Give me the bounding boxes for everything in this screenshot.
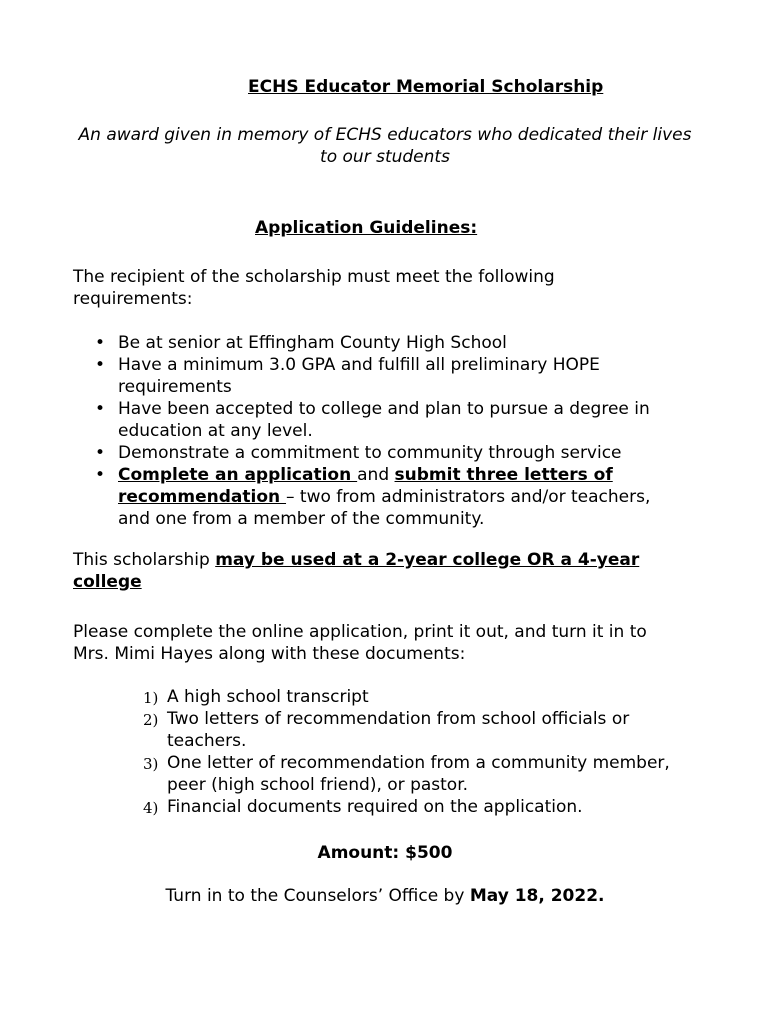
- requirement-item: • Have a minimum 3.0 GPA and fulfill all preliminary HOPE requirements: [73, 354, 673, 398]
- requirement-item: • Have been accepted to college and plan to pursue a degree in education at any level.: [73, 398, 673, 442]
- document-number: 4): [143, 799, 159, 817]
- instructions-paragraph: Please complete the online application, print it out, and turn it in to Mrs. Mimi Hayes along with these documents:: [73, 622, 647, 664]
- document-text: Financial documents required on the application.: [167, 797, 583, 817]
- guidelines-heading: Application Guidelines:: [255, 218, 478, 238]
- document-text: A high school transcript: [167, 687, 369, 707]
- letters-emphasis: submit three letters of recommendation: [118, 465, 613, 507]
- document-number: 1): [143, 689, 159, 707]
- document-number: 3): [143, 755, 159, 773]
- document-item: [140, 686, 670, 708]
- award-amount: Amount: $500: [317, 843, 453, 863]
- document-item: [140, 752, 670, 796]
- requirement-connector: and: [357, 465, 395, 485]
- requirement-item: [73, 464, 673, 530]
- requirements-list: [73, 332, 673, 530]
- complete-application-emphasis: Complete an application: [118, 465, 358, 485]
- document-item: [140, 708, 670, 752]
- deadline-prefix: Turn in to the Counselors’ Office by: [165, 886, 470, 906]
- usage-emphasis: may be used at a 2-year college OR a 4-year college: [73, 550, 640, 592]
- documents-list: [140, 686, 670, 818]
- document-item: [140, 796, 670, 818]
- requirements-intro: The recipient of the scholarship must meet the following requirements:: [73, 267, 555, 309]
- requirement-detail: – two from administrators and/or teachers, and one from a member of the community.: [118, 487, 651, 529]
- document-text: Two letters of recommendation from school officials or teachers.: [167, 709, 630, 751]
- document-title: ECHS Educator Memorial Scholarship: [248, 77, 604, 97]
- document-text: One letter of recommendation from a community member, peer (high school friend), or pastor.: [167, 753, 670, 795]
- document-number: 2): [143, 711, 159, 729]
- requirement-item: • Be at senior at Effingham County High School: [73, 332, 673, 354]
- document-subtitle: An award given in memory of ECHS educators who dedicated their lives to our students: [78, 125, 692, 167]
- requirement-item: • Demonstrate a commitment to community through service: [73, 442, 673, 464]
- usage-statement: [73, 549, 693, 593]
- deadline-date: May 18, 2022.: [469, 886, 605, 906]
- deadline-statement: [0, 885, 770, 907]
- usage-prefix: This scholarship: [73, 550, 216, 570]
